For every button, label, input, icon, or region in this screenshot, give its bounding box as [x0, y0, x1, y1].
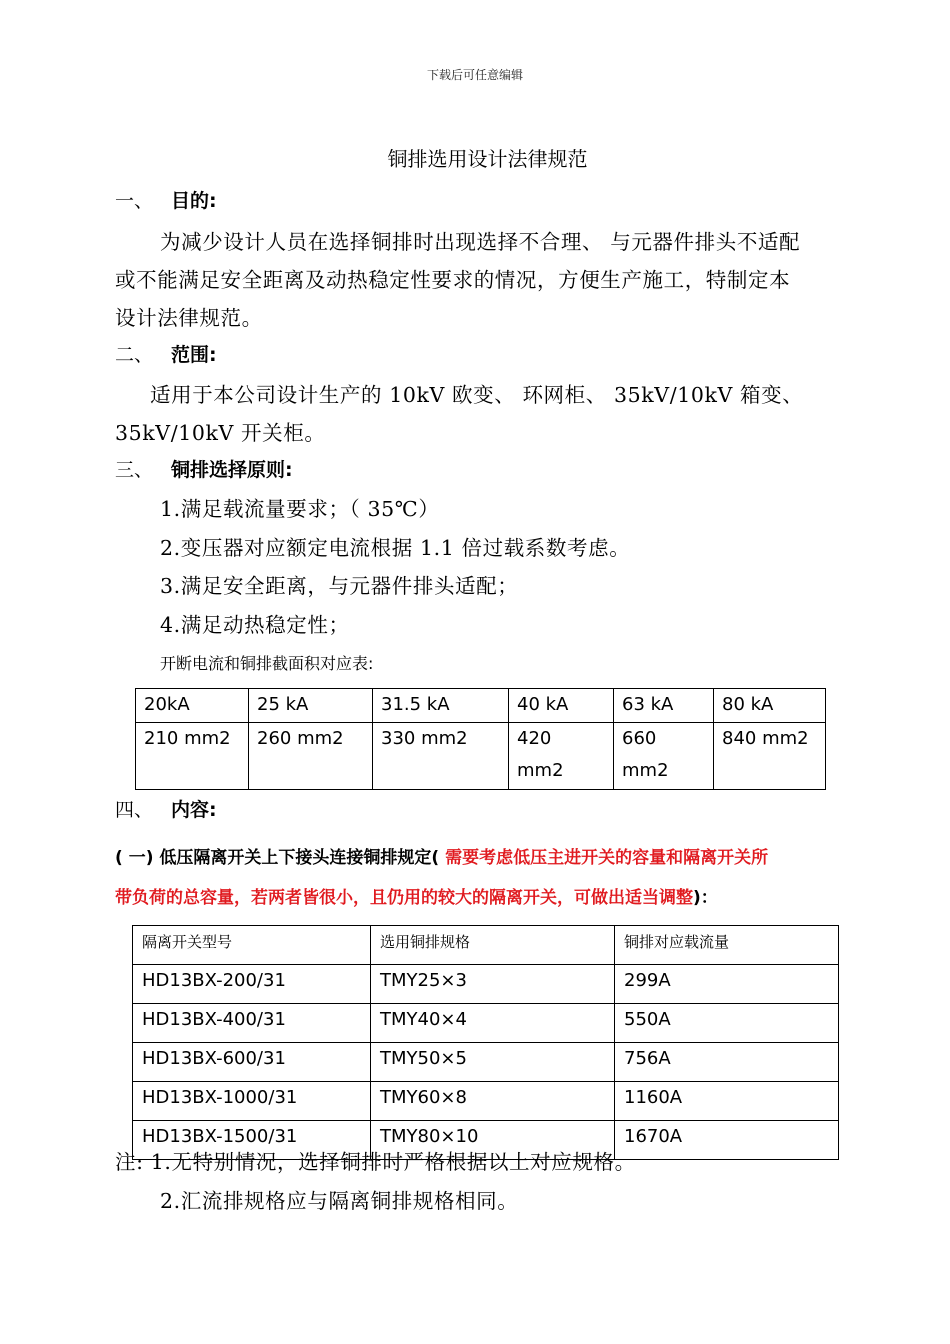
table-cell: TMY50×5 — [371, 1043, 615, 1082]
section-heading-3 — [115, 455, 293, 482]
table-cell: 299A — [615, 965, 839, 1004]
table-header-row — [133, 926, 839, 965]
paragraph-line: 35kV/10kV 开关柜。 — [115, 421, 326, 445]
current-area-table — [135, 688, 826, 790]
table-row — [133, 1043, 839, 1082]
table-cell: 25 kA — [249, 689, 373, 723]
section-title: 目的: — [171, 190, 217, 212]
paragraph-line: 或不能满足安全距离及动热稳定性要求的情况，方便生产施工，特制定本 — [115, 268, 791, 292]
table-cell: 1160A — [615, 1082, 839, 1121]
table-caption: 开断电流和铜排截面积对应表: — [160, 654, 374, 673]
table-row — [136, 689, 826, 723]
subsection-heading-line-2 — [115, 883, 718, 908]
adjustment-note: 需要考虑低压主进开关的容量和隔离开关所 — [439, 848, 769, 868]
table-cell: 260 mm2 — [249, 723, 373, 790]
table-cell: 1670A — [615, 1121, 839, 1160]
table-cell: TMY80×10 — [371, 1121, 615, 1160]
table-cell: 756A — [615, 1043, 839, 1082]
table-row — [136, 723, 826, 790]
section-number: 二、 — [115, 344, 154, 366]
list-item: 2.变压器对应额定电流根据 1.1 倍过载系数考虑。 — [160, 536, 631, 560]
table-cell: HD13BX-400/31 — [133, 1004, 371, 1043]
table-cell: TMY25×3 — [371, 965, 615, 1004]
section-number: 四、 — [115, 799, 154, 821]
table-cell: 31.5 kA — [373, 689, 509, 723]
table-cell: 420 mm2 — [509, 723, 614, 790]
subsection-title-end: )： — [693, 888, 718, 908]
table-cell: 330 mm2 — [373, 723, 509, 790]
section-heading-1 — [115, 186, 217, 213]
isolation-switch-table — [132, 925, 839, 1160]
paragraph-line: 设计法律规范。 — [115, 306, 263, 330]
subsection-heading-line-1 — [115, 843, 768, 868]
table-header-cell: 选用铜排规格 — [371, 926, 615, 965]
section-number: 一、 — [115, 190, 154, 212]
section-heading-2 — [115, 340, 217, 367]
table-cell: 210 mm2 — [136, 723, 249, 790]
table-cell: 40 kA — [509, 689, 614, 723]
section-number: 三、 — [115, 459, 154, 481]
note-line: 注: 1.无特别情况，选择铜排时严格根据以上对应规格。 — [115, 1150, 636, 1174]
table-cell: 63 kA — [614, 689, 714, 723]
table-row — [133, 1004, 839, 1043]
list-item: 4.满足动热稳定性； — [160, 613, 350, 637]
table-cell: TMY40×4 — [371, 1004, 615, 1043]
section-title: 范围: — [171, 344, 217, 366]
paragraph-line: 适用于本公司设计生产的 10kV 欧变、 环网柜、 35kV/10kV 箱变、 — [150, 383, 804, 407]
note-line: 2.汇流排规格应与隔离铜排规格相同。 — [160, 1189, 519, 1213]
table-cell: HD13BX-1500/31 — [133, 1121, 371, 1160]
header-note: 下载后可任意编辑 — [426, 68, 523, 82]
table-cell: HD13BX-600/31 — [133, 1043, 371, 1082]
section-heading-4 — [115, 795, 217, 822]
adjustment-note-continued: 带负荷的总容量，若两者皆很小，且仍用的较大的隔离开关，可做出适当调整 — [115, 888, 693, 908]
table-row — [133, 1082, 839, 1121]
table-header-cell: 隔离开关型号 — [133, 926, 371, 965]
list-item: 1.满足载流量要求；（ 35℃） — [160, 497, 440, 521]
table-cell: 550A — [615, 1004, 839, 1043]
document-title: 铜排选用设计法律规范 — [387, 147, 588, 171]
table-cell: 840 mm2 — [714, 723, 826, 790]
section-title: 内容: — [171, 799, 217, 821]
table-cell: 20kA — [136, 689, 249, 723]
table-cell: HD13BX-200/31 — [133, 965, 371, 1004]
table-row — [133, 965, 839, 1004]
table-cell: 660 mm2 — [614, 723, 714, 790]
list-item: 3.满足安全距离，与元器件排头适配； — [160, 574, 519, 598]
paragraph-line: 为减少设计人员在选择铜排时出现选择不合理、 与元器件排头不适配 — [160, 230, 801, 254]
section-title: 铜排选择原则: — [171, 459, 293, 481]
subsection-title: ( 一) 低压隔离开关上下接头连接铜排规定( — [115, 848, 440, 868]
table-cell: TMY60×8 — [371, 1082, 615, 1121]
table-cell: 80 kA — [714, 689, 826, 723]
table-header-cell: 铜排对应载流量 — [615, 926, 839, 965]
table-cell: HD13BX-1000/31 — [133, 1082, 371, 1121]
